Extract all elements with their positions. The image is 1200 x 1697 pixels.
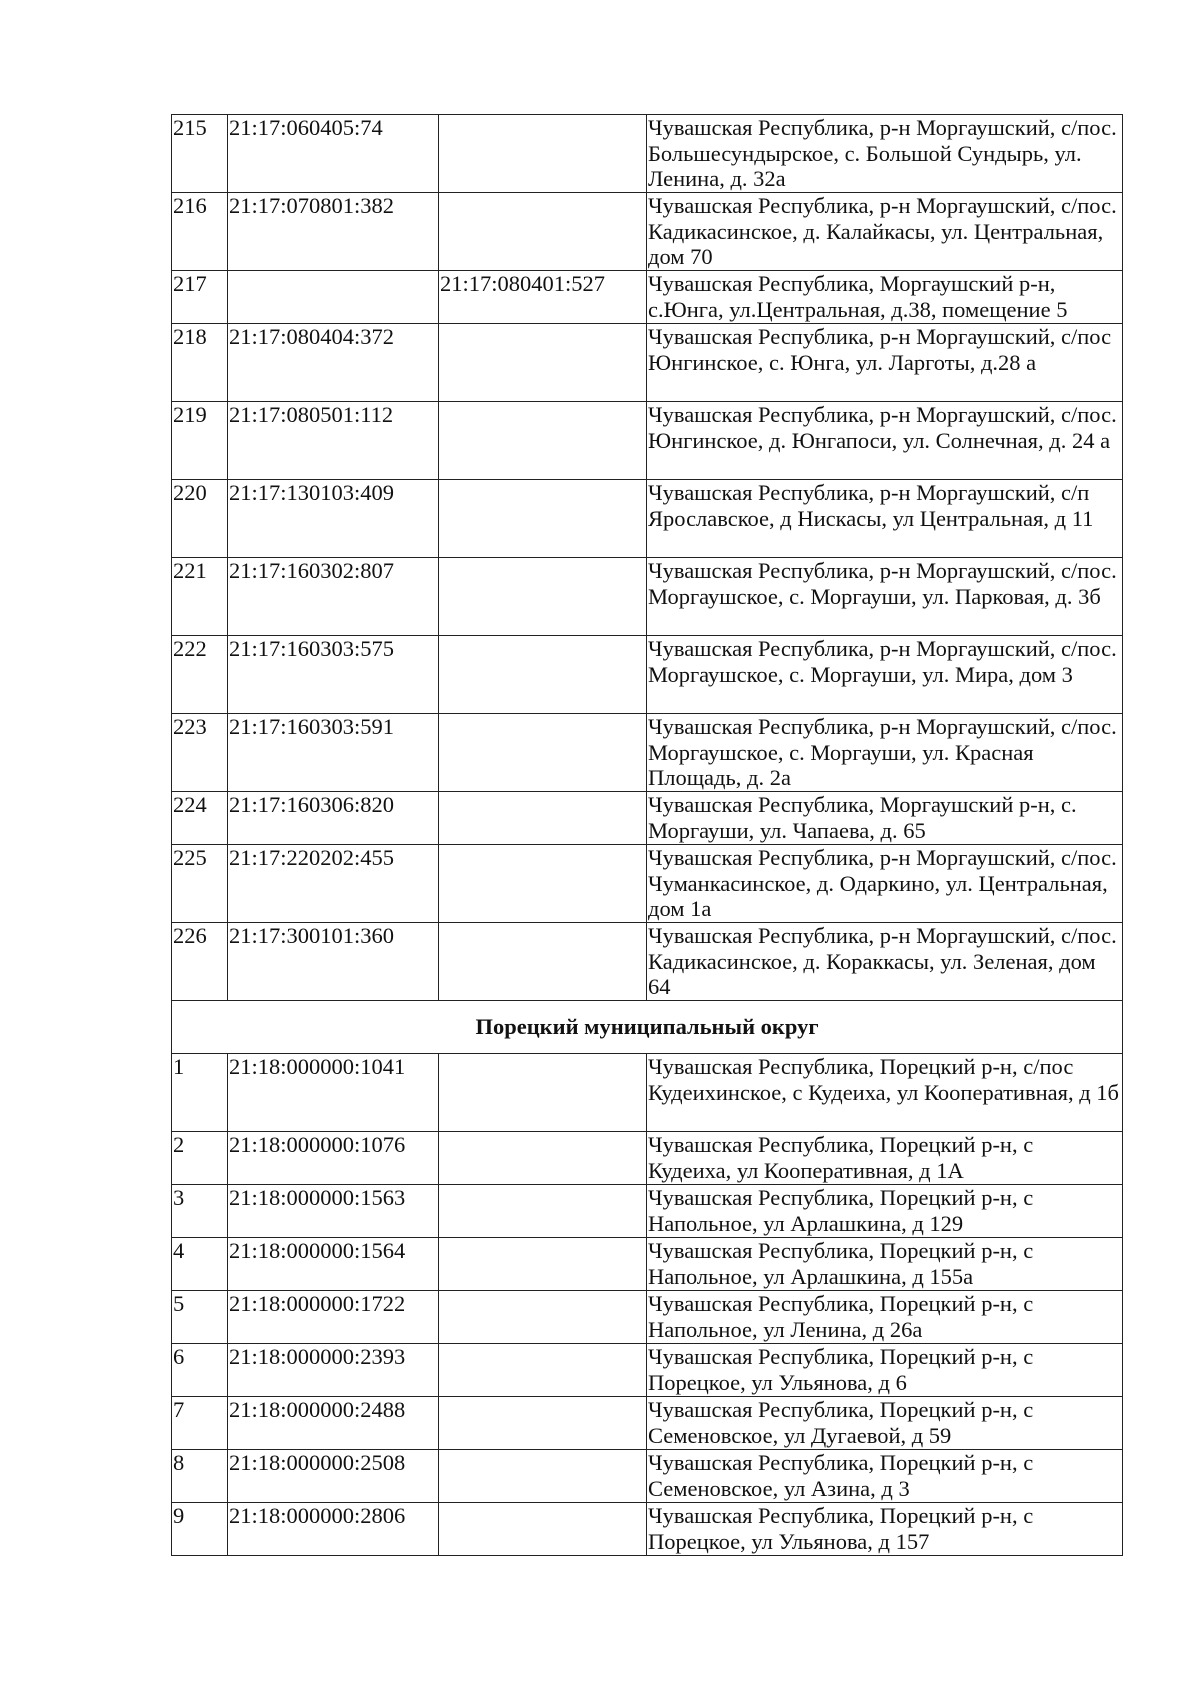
land-cadastral-number-cell: 21:18:000000:2508 bbox=[228, 1450, 439, 1503]
address-cell: Чувашская Республика, Моргаушский р-н, с. Моргауши, ул. Чапаева, д. 65 bbox=[647, 792, 1123, 845]
row-number-cell: 223 bbox=[172, 714, 228, 792]
table-row bbox=[172, 1291, 1123, 1344]
row-number-cell: 224 bbox=[172, 792, 228, 845]
table-row bbox=[172, 115, 1123, 193]
land-cadastral-number-cell: 21:17:160303:591 bbox=[228, 714, 439, 792]
address-cell: Чувашская Республика, Порецкий р-н, с Семеновское, ул Дугаевой, д 59 bbox=[647, 1397, 1123, 1450]
building-cadastral-number-cell bbox=[439, 558, 647, 636]
building-cadastral-number-cell bbox=[439, 1291, 647, 1344]
land-cadastral-number-cell: 21:17:080501:112 bbox=[228, 402, 439, 480]
land-cadastral-number-cell: 21:17:160303:575 bbox=[228, 636, 439, 714]
building-cadastral-number-cell bbox=[439, 1503, 647, 1556]
building-cadastral-number-cell bbox=[439, 1344, 647, 1397]
building-cadastral-number-cell bbox=[439, 1450, 647, 1503]
building-cadastral-number-cell bbox=[439, 324, 647, 402]
address-cell: Чувашская Республика, р-н Моргаушский, с/пос. Кадикасинское, д. Кораккасы, ул. Зеленая, дом 64 bbox=[647, 923, 1123, 1001]
table-row bbox=[172, 1397, 1123, 1450]
address-cell: Чувашская Республика, р-н Моргаушский, с/пос. Чуманкасинское, д. Одаркино, ул. Центральная, дом 1а bbox=[647, 845, 1123, 923]
table-row bbox=[172, 1344, 1123, 1397]
table-row bbox=[172, 792, 1123, 845]
table-row bbox=[172, 1503, 1123, 1556]
address-cell: Чувашская Республика, Порецкий р-н, с Семеновское, ул Азина, д 3 bbox=[647, 1450, 1123, 1503]
address-cell: Чувашская Республика, Порецкий р-н, с Напольное, ул Арлашкина, д 155а bbox=[647, 1238, 1123, 1291]
address-cell: Чувашская Республика, Порецкий р-н, с Порецкое, ул Ульянова, д 6 bbox=[647, 1344, 1123, 1397]
address-cell: Чувашская Республика, р-н Моргаушский, с/пос. Большесундырское, с. Большой Сундырь, ул. Ленина, д. 32а bbox=[647, 115, 1123, 193]
land-cadastral-number-cell: 21:18:000000:2488 bbox=[228, 1397, 439, 1450]
table-row bbox=[172, 1132, 1123, 1185]
table-row bbox=[172, 636, 1123, 714]
building-cadastral-number-cell bbox=[439, 845, 647, 923]
address-cell: Чувашская Республика, р-н Моргаушский, с/пос. Моргаушское, с. Моргауши, ул. Красная Площадь, д. 2а bbox=[647, 714, 1123, 792]
row-number-cell: 4 bbox=[172, 1238, 228, 1291]
land-cadastral-number-cell: 21:18:000000:1564 bbox=[228, 1238, 439, 1291]
row-number-cell: 216 bbox=[172, 193, 228, 271]
table-row bbox=[172, 714, 1123, 792]
address-cell: Чувашская Республика, р-н Моргаушский, с/пос Юнгинское, с. Юнга, ул. Ларготы, д.28 а bbox=[647, 324, 1123, 402]
row-number-cell: 226 bbox=[172, 923, 228, 1001]
land-cadastral-number-cell: 21:17:160302:807 bbox=[228, 558, 439, 636]
address-cell: Чувашская Республика, Порецкий р-н, с/пос Кудеихинское, с Кудеиха, ул Кооперативная, д 1б bbox=[647, 1054, 1123, 1132]
table-row bbox=[172, 1185, 1123, 1238]
row-number-cell: 7 bbox=[172, 1397, 228, 1450]
address-cell: Чувашская Республика, Порецкий р-н, с Порецкое, ул Ульянова, д 157 bbox=[647, 1503, 1123, 1556]
land-cadastral-number-cell: 21:18:000000:1722 bbox=[228, 1291, 439, 1344]
address-cell: Чувашская Республика, р-н Моргаушский, с/п Ярославское, д Нискасы, ул Центральная, д 11 bbox=[647, 480, 1123, 558]
land-cadastral-number-cell: 21:18:000000:2806 bbox=[228, 1503, 439, 1556]
row-number-cell: 5 bbox=[172, 1291, 228, 1344]
land-cadastral-number-cell: 21:17:070801:382 bbox=[228, 193, 439, 271]
table-row bbox=[172, 402, 1123, 480]
registry-table-body bbox=[172, 115, 1123, 1556]
land-cadastral-number-cell bbox=[228, 271, 439, 324]
document-page bbox=[171, 114, 1122, 1556]
address-cell: Чувашская Республика, Моргаушский р-н, с.Юнга, ул.Центральная, д.38, помещение 5 bbox=[647, 271, 1123, 324]
address-cell: Чувашская Республика, Порецкий р-н, с Напольное, ул Арлашкина, д 129 bbox=[647, 1185, 1123, 1238]
building-cadastral-number-cell bbox=[439, 402, 647, 480]
table-row bbox=[172, 845, 1123, 923]
land-cadastral-number-cell: 21:18:000000:1563 bbox=[228, 1185, 439, 1238]
row-number-cell: 222 bbox=[172, 636, 228, 714]
row-number-cell: 8 bbox=[172, 1450, 228, 1503]
building-cadastral-number-cell bbox=[439, 1132, 647, 1185]
building-cadastral-number-cell bbox=[439, 923, 647, 1001]
land-cadastral-number-cell: 21:18:000000:1076 bbox=[228, 1132, 439, 1185]
building-cadastral-number-cell bbox=[439, 1185, 647, 1238]
building-cadastral-number-cell bbox=[439, 1054, 647, 1132]
table-row bbox=[172, 480, 1123, 558]
building-cadastral-number-cell: 21:17:080401:527 bbox=[439, 271, 647, 324]
table-row bbox=[172, 1054, 1123, 1132]
table-row bbox=[172, 193, 1123, 271]
land-cadastral-number-cell: 21:17:080404:372 bbox=[228, 324, 439, 402]
row-number-cell: 9 bbox=[172, 1503, 228, 1556]
table-row bbox=[172, 324, 1123, 402]
address-cell: Чувашская Республика, р-н Моргаушский, с/пос. Кадикасинское, д. Калайкасы, ул. Центральная, дом 70 bbox=[647, 193, 1123, 271]
land-cadastral-number-cell: 21:17:220202:455 bbox=[228, 845, 439, 923]
table-row bbox=[172, 1450, 1123, 1503]
address-cell: Чувашская Республика, Порецкий р-н, с Кудеиха, ул Кооперативная, д 1А bbox=[647, 1132, 1123, 1185]
table-row bbox=[172, 923, 1123, 1001]
address-cell: Чувашская Республика, р-н Моргаушский, с/пос. Моргаушское, с. Моргауши, ул. Парковая, д. 3б bbox=[647, 558, 1123, 636]
building-cadastral-number-cell bbox=[439, 115, 647, 193]
building-cadastral-number-cell bbox=[439, 714, 647, 792]
address-cell: Чувашская Республика, Порецкий р-н, с Напольное, ул Ленина, д 26а bbox=[647, 1291, 1123, 1344]
building-cadastral-number-cell bbox=[439, 636, 647, 714]
land-cadastral-number-cell: 21:17:160306:820 bbox=[228, 792, 439, 845]
row-number-cell: 217 bbox=[172, 271, 228, 324]
land-cadastral-number-cell: 21:17:130103:409 bbox=[228, 480, 439, 558]
land-cadastral-number-cell: 21:17:300101:360 bbox=[228, 923, 439, 1001]
building-cadastral-number-cell bbox=[439, 480, 647, 558]
row-number-cell: 6 bbox=[172, 1344, 228, 1397]
table-row bbox=[172, 558, 1123, 636]
row-number-cell: 1 bbox=[172, 1054, 228, 1132]
row-number-cell: 219 bbox=[172, 402, 228, 480]
table-row bbox=[172, 1238, 1123, 1291]
address-cell: Чувашская Республика, р-н Моргаушский, с/пос. Юнгинское, д. Юнгапоси, ул. Солнечная, д. 24 а bbox=[647, 402, 1123, 480]
land-cadastral-number-cell: 21:18:000000:1041 bbox=[228, 1054, 439, 1132]
row-number-cell: 3 bbox=[172, 1185, 228, 1238]
section-title: Порецкий муниципальный округ bbox=[172, 1001, 1123, 1054]
table-row bbox=[172, 271, 1123, 324]
row-number-cell: 2 bbox=[172, 1132, 228, 1185]
row-number-cell: 218 bbox=[172, 324, 228, 402]
row-number-cell: 221 bbox=[172, 558, 228, 636]
section-header-row bbox=[172, 1001, 1123, 1054]
building-cadastral-number-cell bbox=[439, 193, 647, 271]
row-number-cell: 225 bbox=[172, 845, 228, 923]
address-cell: Чувашская Республика, р-н Моргаушский, с/пос. Моргаушское, с. Моргауши, ул. Мира, дом 3 bbox=[647, 636, 1123, 714]
building-cadastral-number-cell bbox=[439, 1238, 647, 1291]
land-cadastral-number-cell: 21:17:060405:74 bbox=[228, 115, 439, 193]
property-registry-table bbox=[171, 114, 1123, 1556]
land-cadastral-number-cell: 21:18:000000:2393 bbox=[228, 1344, 439, 1397]
row-number-cell: 220 bbox=[172, 480, 228, 558]
building-cadastral-number-cell bbox=[439, 1397, 647, 1450]
building-cadastral-number-cell bbox=[439, 792, 647, 845]
row-number-cell: 215 bbox=[172, 115, 228, 193]
